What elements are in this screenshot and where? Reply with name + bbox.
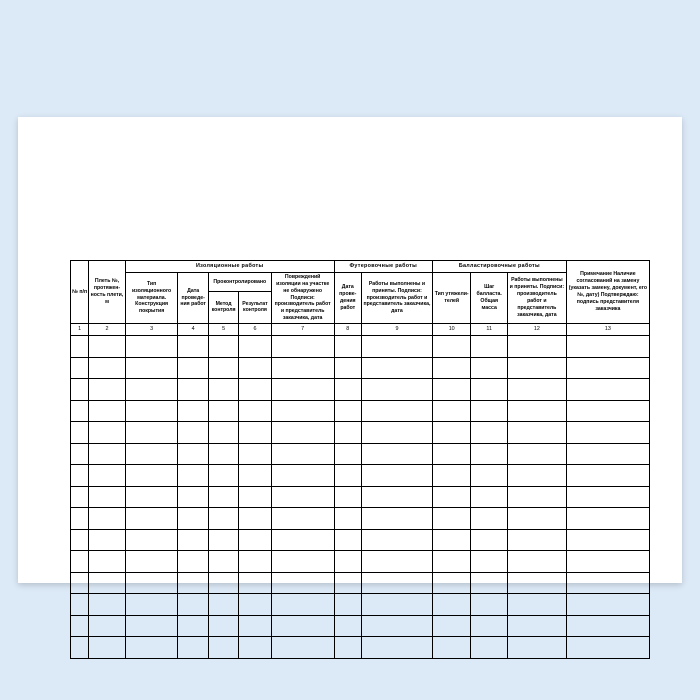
table-cell[interactable] bbox=[239, 529, 271, 551]
table-cell[interactable] bbox=[471, 637, 508, 659]
table-cell[interactable] bbox=[507, 443, 566, 465]
table-cell[interactable] bbox=[178, 572, 208, 594]
table-cell[interactable] bbox=[471, 508, 508, 530]
table-cell[interactable] bbox=[89, 572, 126, 594]
table-cell[interactable] bbox=[271, 486, 334, 508]
table-cell[interactable] bbox=[239, 379, 271, 401]
table-cell[interactable] bbox=[507, 529, 566, 551]
table-cell[interactable] bbox=[71, 400, 89, 422]
group-header-ballast: Балластировочные работы bbox=[432, 261, 566, 273]
table-cell[interactable] bbox=[432, 465, 471, 487]
table-cell[interactable] bbox=[334, 486, 361, 508]
col-number-13: 13 bbox=[566, 324, 649, 336]
table-cell[interactable] bbox=[239, 336, 271, 358]
table-cell[interactable] bbox=[507, 637, 566, 659]
table-cell[interactable] bbox=[361, 572, 432, 594]
table-cell[interactable] bbox=[471, 529, 508, 551]
table-cell[interactable] bbox=[178, 400, 208, 422]
col-header-6: Результат контроля bbox=[239, 291, 271, 323]
table-cell[interactable] bbox=[125, 486, 178, 508]
table-cell[interactable] bbox=[471, 465, 508, 487]
table-cell[interactable] bbox=[432, 357, 471, 379]
table-cell[interactable] bbox=[361, 486, 432, 508]
table-cell[interactable] bbox=[361, 336, 432, 358]
table-cell[interactable] bbox=[361, 508, 432, 530]
column-number-row bbox=[71, 324, 650, 336]
table-cell[interactable] bbox=[507, 465, 566, 487]
table-cell[interactable] bbox=[471, 594, 508, 616]
table-cell[interactable] bbox=[125, 529, 178, 551]
table-cell[interactable] bbox=[89, 594, 126, 616]
table-cell[interactable] bbox=[432, 637, 471, 659]
col-number-12: 12 bbox=[507, 324, 566, 336]
table-cell[interactable] bbox=[334, 336, 361, 358]
col-number-6: 6 bbox=[239, 324, 271, 336]
col-header-12: Работы выполнены и приняты. Подписи: производитель работ и представитель заказчика, дата bbox=[507, 273, 566, 324]
table-cell[interactable] bbox=[208, 572, 238, 594]
table-cell[interactable] bbox=[71, 422, 89, 444]
table-cell[interactable] bbox=[566, 465, 649, 487]
table-cell[interactable] bbox=[507, 508, 566, 530]
table-cell[interactable] bbox=[507, 379, 566, 401]
table-cell[interactable] bbox=[178, 465, 208, 487]
table-cell[interactable] bbox=[178, 551, 208, 573]
table-cell[interactable] bbox=[432, 379, 471, 401]
table-cell[interactable] bbox=[471, 357, 508, 379]
table-row[interactable] bbox=[71, 336, 650, 358]
table-cell[interactable] bbox=[178, 637, 208, 659]
table-cell[interactable] bbox=[334, 529, 361, 551]
col-number-11: 11 bbox=[471, 324, 508, 336]
table-cell[interactable] bbox=[432, 486, 471, 508]
subgroup-header-controlled: Проконтролировано bbox=[208, 273, 271, 292]
table-cell[interactable] bbox=[239, 443, 271, 465]
col-number-3: 3 bbox=[125, 324, 178, 336]
table-cell[interactable] bbox=[471, 443, 508, 465]
table-cell[interactable] bbox=[125, 443, 178, 465]
table-cell[interactable] bbox=[471, 572, 508, 594]
table-cell[interactable] bbox=[334, 422, 361, 444]
table-cell[interactable] bbox=[239, 615, 271, 637]
table-cell[interactable] bbox=[361, 443, 432, 465]
table-cell[interactable] bbox=[271, 572, 334, 594]
group-header-row bbox=[71, 261, 650, 273]
table-cell[interactable] bbox=[271, 551, 334, 573]
col-header-9: Работы выполнены и приняты. Подписи: производитель работ и представитель заказчика, дата bbox=[361, 273, 432, 324]
table-cell[interactable] bbox=[334, 357, 361, 379]
table-cell[interactable] bbox=[361, 551, 432, 573]
table-cell[interactable] bbox=[471, 422, 508, 444]
group-header-lining: Футеровочные работы bbox=[334, 261, 432, 273]
table-cell[interactable] bbox=[125, 379, 178, 401]
table-cell[interactable] bbox=[178, 379, 208, 401]
table-cell[interactable] bbox=[566, 508, 649, 530]
table-cell[interactable] bbox=[89, 443, 126, 465]
col-number-7: 7 bbox=[271, 324, 334, 336]
table-row[interactable] bbox=[71, 594, 650, 616]
table-cell[interactable] bbox=[271, 336, 334, 358]
table-cell[interactable] bbox=[71, 637, 89, 659]
table-row[interactable] bbox=[71, 529, 650, 551]
col-number-1: 1 bbox=[71, 324, 89, 336]
table-cell[interactable] bbox=[239, 465, 271, 487]
table-cell[interactable] bbox=[271, 508, 334, 530]
table-cell[interactable] bbox=[125, 508, 178, 530]
table-cell[interactable] bbox=[208, 508, 238, 530]
table-row[interactable] bbox=[71, 637, 650, 659]
journal-table bbox=[70, 260, 650, 659]
table-cell[interactable] bbox=[208, 594, 238, 616]
table-row[interactable] bbox=[71, 379, 650, 401]
col-header-7: Повреждений изоляции на участке не обнаружено Подписи: производитель работ и представитель заказчика, дата bbox=[271, 273, 334, 324]
col-number-4: 4 bbox=[178, 324, 208, 336]
col-number-10: 10 bbox=[432, 324, 471, 336]
table-cell[interactable] bbox=[271, 465, 334, 487]
table-row[interactable] bbox=[71, 551, 650, 573]
table-cell[interactable] bbox=[178, 529, 208, 551]
table-cell[interactable] bbox=[471, 615, 508, 637]
table-cell[interactable] bbox=[178, 594, 208, 616]
table-cell[interactable] bbox=[239, 551, 271, 573]
table-cell[interactable] bbox=[566, 336, 649, 358]
table-cell[interactable] bbox=[208, 637, 238, 659]
table-cell[interactable] bbox=[566, 551, 649, 573]
table-cell[interactable] bbox=[471, 486, 508, 508]
table-cell[interactable] bbox=[334, 443, 361, 465]
table-cell[interactable] bbox=[361, 637, 432, 659]
table-cell[interactable] bbox=[271, 443, 334, 465]
table-cell[interactable] bbox=[178, 486, 208, 508]
col-number-8: 8 bbox=[334, 324, 361, 336]
subgroup-header-row bbox=[71, 273, 650, 292]
table-row[interactable] bbox=[71, 615, 650, 637]
table-cell[interactable] bbox=[208, 486, 238, 508]
table-cell[interactable] bbox=[71, 572, 89, 594]
table-cell[interactable] bbox=[239, 400, 271, 422]
table-cell[interactable] bbox=[334, 615, 361, 637]
table-row[interactable] bbox=[71, 486, 650, 508]
table-cell[interactable] bbox=[361, 357, 432, 379]
table-cell[interactable] bbox=[71, 486, 89, 508]
table-cell[interactable] bbox=[334, 637, 361, 659]
table-cell[interactable] bbox=[432, 508, 471, 530]
table-cell[interactable] bbox=[566, 422, 649, 444]
table-cell[interactable] bbox=[471, 400, 508, 422]
col-header-4: Дата проведе-ния работ bbox=[178, 273, 208, 324]
table-cell[interactable] bbox=[271, 615, 334, 637]
table-cell[interactable] bbox=[125, 422, 178, 444]
table-cell[interactable] bbox=[208, 379, 238, 401]
table-cell[interactable] bbox=[507, 594, 566, 616]
table-cell[interactable] bbox=[507, 551, 566, 573]
table-cell[interactable] bbox=[71, 357, 89, 379]
table-cell[interactable] bbox=[361, 465, 432, 487]
col-header-11: Шаг балласта. Общая масса bbox=[471, 273, 508, 324]
table-cell[interactable] bbox=[208, 357, 238, 379]
table-body bbox=[71, 336, 650, 659]
table-cell[interactable] bbox=[507, 400, 566, 422]
col-number-9: 9 bbox=[361, 324, 432, 336]
table-cell[interactable] bbox=[566, 637, 649, 659]
table-cell[interactable] bbox=[208, 529, 238, 551]
table-cell[interactable] bbox=[239, 508, 271, 530]
table-cell[interactable] bbox=[566, 529, 649, 551]
table-cell[interactable] bbox=[178, 422, 208, 444]
table-cell[interactable] bbox=[71, 615, 89, 637]
table-cell[interactable] bbox=[71, 443, 89, 465]
table-cell[interactable] bbox=[178, 443, 208, 465]
table-cell[interactable] bbox=[361, 615, 432, 637]
col-header-5: Метод контроля bbox=[208, 291, 238, 323]
col-header-8: Дата прове-дения работ bbox=[334, 273, 361, 324]
table-cell[interactable] bbox=[507, 357, 566, 379]
table-cell[interactable] bbox=[471, 551, 508, 573]
table-cell[interactable] bbox=[361, 594, 432, 616]
table-row[interactable] bbox=[71, 357, 650, 379]
table-cell[interactable] bbox=[334, 572, 361, 594]
table-cell[interactable] bbox=[432, 529, 471, 551]
table-cell[interactable] bbox=[432, 572, 471, 594]
table-cell[interactable] bbox=[89, 336, 126, 358]
table-cell[interactable] bbox=[71, 508, 89, 530]
col-number-5: 5 bbox=[208, 324, 238, 336]
table-cell[interactable] bbox=[334, 594, 361, 616]
table-row[interactable] bbox=[71, 572, 650, 594]
table-cell[interactable] bbox=[271, 422, 334, 444]
table-cell[interactable] bbox=[432, 400, 471, 422]
table-cell[interactable] bbox=[334, 400, 361, 422]
table-cell[interactable] bbox=[239, 637, 271, 659]
table-cell[interactable] bbox=[89, 615, 126, 637]
paper-sheet bbox=[18, 117, 682, 583]
table-cell[interactable] bbox=[361, 400, 432, 422]
table-row[interactable] bbox=[71, 508, 650, 530]
table-cell[interactable] bbox=[271, 529, 334, 551]
table-cell[interactable] bbox=[334, 508, 361, 530]
table-cell[interactable] bbox=[71, 529, 89, 551]
table-cell[interactable] bbox=[471, 379, 508, 401]
table-cell[interactable] bbox=[432, 443, 471, 465]
table-cell[interactable] bbox=[89, 422, 126, 444]
table-cell[interactable] bbox=[507, 422, 566, 444]
table-cell[interactable] bbox=[432, 615, 471, 637]
table-cell[interactable] bbox=[125, 615, 178, 637]
table-cell[interactable] bbox=[334, 551, 361, 573]
table-cell[interactable] bbox=[361, 422, 432, 444]
table-cell[interactable] bbox=[89, 465, 126, 487]
table-cell[interactable] bbox=[507, 615, 566, 637]
table-cell[interactable] bbox=[125, 400, 178, 422]
table-cell[interactable] bbox=[566, 615, 649, 637]
table-cell[interactable] bbox=[89, 637, 126, 659]
table-cell[interactable] bbox=[239, 357, 271, 379]
table-cell[interactable] bbox=[125, 336, 178, 358]
table-cell[interactable] bbox=[432, 594, 471, 616]
table-cell[interactable] bbox=[566, 357, 649, 379]
col-header-13: Примечание Наличие согласований на замену (указать замену, документ, его №, дату) Подтверждаю: подпись представителя заказчика bbox=[566, 261, 649, 324]
col-header-2: Плеть №, протяжен-ность плети, м bbox=[89, 261, 126, 324]
table-cell[interactable] bbox=[178, 615, 208, 637]
table-cell[interactable] bbox=[507, 486, 566, 508]
table-cell[interactable] bbox=[471, 336, 508, 358]
table-cell[interactable] bbox=[566, 400, 649, 422]
table-cell[interactable] bbox=[89, 379, 126, 401]
table-cell[interactable] bbox=[71, 551, 89, 573]
table-cell[interactable] bbox=[507, 572, 566, 594]
table-cell[interactable] bbox=[125, 572, 178, 594]
table-cell[interactable] bbox=[89, 400, 126, 422]
table-cell[interactable] bbox=[361, 379, 432, 401]
col-header-10: Тип утяжели-телей bbox=[432, 273, 471, 324]
table-row[interactable] bbox=[71, 422, 650, 444]
table-cell[interactable] bbox=[239, 486, 271, 508]
table-cell[interactable] bbox=[125, 465, 178, 487]
table-cell[interactable] bbox=[361, 529, 432, 551]
table-cell[interactable] bbox=[239, 572, 271, 594]
table-cell[interactable] bbox=[89, 551, 126, 573]
table-cell[interactable] bbox=[89, 529, 126, 551]
table-cell[interactable] bbox=[208, 443, 238, 465]
table-cell[interactable] bbox=[566, 379, 649, 401]
table-cell[interactable] bbox=[125, 637, 178, 659]
col-number-2: 2 bbox=[89, 324, 126, 336]
col-header-1: № п/п bbox=[71, 261, 89, 324]
table-cell[interactable] bbox=[334, 379, 361, 401]
table-cell[interactable] bbox=[208, 422, 238, 444]
table-cell[interactable] bbox=[89, 357, 126, 379]
table-cell[interactable] bbox=[125, 594, 178, 616]
col-header-3: Тип изоляционного материала. Конструкция покрытия bbox=[125, 273, 178, 324]
table-cell[interactable] bbox=[178, 508, 208, 530]
table-cell[interactable] bbox=[239, 422, 271, 444]
table-cell[interactable] bbox=[566, 594, 649, 616]
table-cell[interactable] bbox=[334, 465, 361, 487]
table-cell[interactable] bbox=[71, 594, 89, 616]
table-cell[interactable] bbox=[208, 400, 238, 422]
table-row[interactable] bbox=[71, 443, 650, 465]
table-cell[interactable] bbox=[271, 379, 334, 401]
table-cell[interactable] bbox=[208, 465, 238, 487]
table-cell[interactable] bbox=[566, 486, 649, 508]
table-cell[interactable] bbox=[89, 486, 126, 508]
table-cell[interactable] bbox=[178, 357, 208, 379]
table-cell[interactable] bbox=[271, 357, 334, 379]
table-cell[interactable] bbox=[71, 379, 89, 401]
table-row[interactable] bbox=[71, 465, 650, 487]
table-cell[interactable] bbox=[125, 551, 178, 573]
table-cell[interactable] bbox=[432, 551, 471, 573]
table-cell[interactable] bbox=[432, 422, 471, 444]
table-cell[interactable] bbox=[71, 465, 89, 487]
table-cell[interactable] bbox=[178, 336, 208, 358]
table-cell[interactable] bbox=[566, 443, 649, 465]
table-cell[interactable] bbox=[566, 572, 649, 594]
table-cell[interactable] bbox=[507, 336, 566, 358]
table-cell[interactable] bbox=[271, 594, 334, 616]
group-header-isolation: Изоляционные работы bbox=[125, 261, 334, 273]
table-cell[interactable] bbox=[239, 594, 271, 616]
table-cell[interactable] bbox=[71, 336, 89, 358]
table-row[interactable] bbox=[71, 400, 650, 422]
table-cell[interactable] bbox=[89, 508, 126, 530]
table-cell[interactable] bbox=[125, 357, 178, 379]
table-cell[interactable] bbox=[432, 336, 471, 358]
table-cell[interactable] bbox=[271, 400, 334, 422]
table-cell[interactable] bbox=[271, 637, 334, 659]
table-cell[interactable] bbox=[208, 615, 238, 637]
table-cell[interactable] bbox=[208, 551, 238, 573]
table-cell[interactable] bbox=[208, 336, 238, 358]
